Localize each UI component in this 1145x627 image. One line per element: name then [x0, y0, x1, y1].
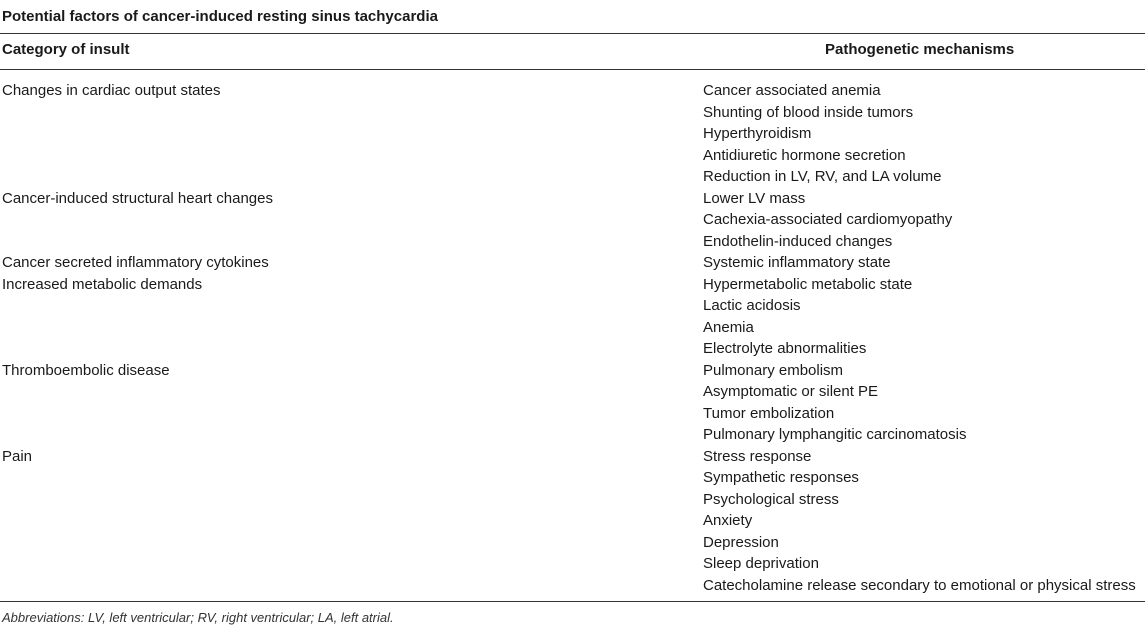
table-row	[0, 446, 1145, 597]
mechanism-item: Psychological stress	[703, 490, 839, 508]
category-cell: Pain	[2, 447, 33, 465]
table-body	[0, 80, 1145, 596]
mechanism-item: Cancer associated anemia	[703, 82, 881, 99]
mechanisms-cell	[703, 80, 1145, 188]
table-footnote: Abbreviations: LV, left ventricular; RV, right ventricular; LA, left atrial.	[2, 610, 394, 625]
mechanisms-cell	[703, 446, 1145, 597]
table-row	[0, 80, 1145, 188]
mechanisms-cell	[703, 188, 1145, 253]
mechanism-item: Pulmonary embolism	[703, 361, 844, 379]
table-row	[0, 252, 1145, 274]
table-row	[0, 360, 1145, 446]
mechanism-item: Hypermetabolic metabolic state	[703, 275, 913, 293]
mechanism-item: Pulmonary lymphangitic carcinomatosis	[703, 426, 967, 443]
mechanisms-cell	[703, 252, 1145, 274]
header-rule	[0, 69, 1145, 70]
mechanism-item: Reduction in LV, RV, and LA volume	[703, 168, 942, 185]
mechanism-item: Sleep deprivation	[703, 555, 819, 572]
column-header-category: Category of insult	[2, 41, 130, 58]
table-row	[0, 274, 1145, 360]
mechanism-item: Lower LV mass	[703, 189, 806, 207]
mechanism-item: Catecholamine release secondary to emotional or physical stress	[703, 576, 1136, 594]
mechanism-item: Shunting of blood inside tumors	[703, 103, 914, 121]
mechanism-item: Sympathetic responses	[703, 469, 859, 486]
mechanism-item: Cachexia-associated cardiomyopathy	[703, 211, 953, 228]
mechanism-item: Hyperthyroidism	[703, 125, 812, 142]
mechanisms-cell	[703, 274, 1145, 360]
mechanism-item: Lactic acidosis	[703, 297, 801, 314]
mechanism-item: Depression	[703, 533, 779, 551]
mechanism-item: Electrolyte abnormalities	[703, 340, 867, 357]
mechanism-item: Systemic inflammatory state	[703, 254, 891, 271]
category-cell: Increased metabolic demands	[2, 275, 203, 293]
category-cell: Cancer-induced structural heart changes	[2, 189, 273, 207]
category-cell: Thromboembolic disease	[2, 361, 170, 379]
mechanism-item: Tumor embolization	[703, 404, 835, 422]
mechanisms-cell	[703, 360, 1145, 446]
mechanism-item: Asymptomatic or silent PE	[703, 383, 879, 400]
table-row	[0, 188, 1145, 253]
mechanism-item: Endothelin-induced changes	[703, 232, 893, 250]
mechanism-item: Stress response	[703, 447, 812, 465]
bottom-rule	[0, 601, 1145, 602]
column-header-mechanisms: Pathogenetic mechanisms	[825, 41, 1015, 58]
mechanism-item: Anxiety	[703, 512, 753, 529]
mechanism-item: Anemia	[703, 318, 754, 336]
table-title: Potential factors of cancer-induced resting sinus tachycardia	[2, 8, 438, 25]
mechanism-item: Antidiuretic hormone secretion	[703, 146, 906, 164]
top-rule	[0, 33, 1145, 34]
category-cell: Cancer secreted inflammatory cytokines	[2, 254, 269, 271]
category-cell: Changes in cardiac output states	[2, 82, 221, 99]
